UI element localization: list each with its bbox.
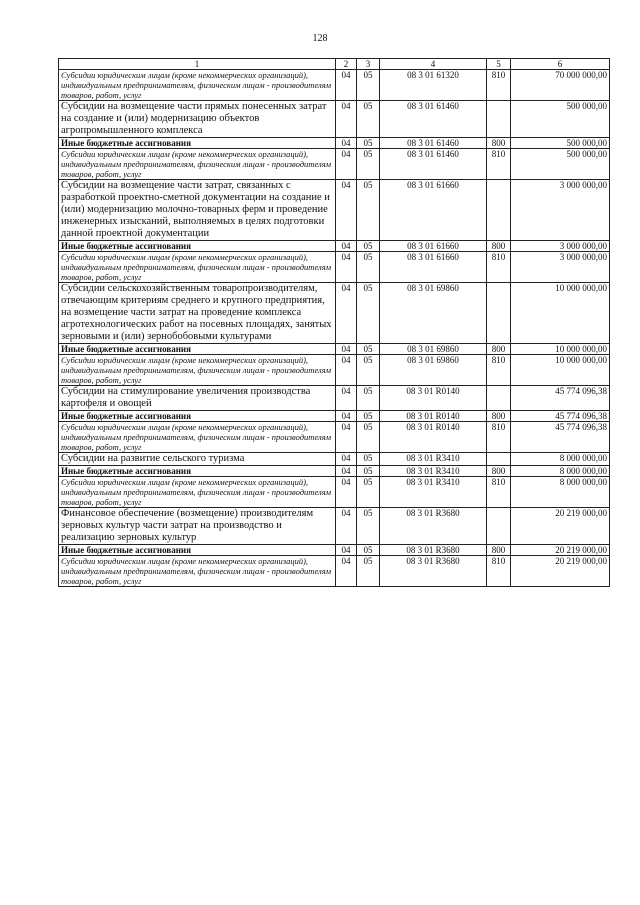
- row-target-code-cell: 08 3 01 R0140: [380, 422, 487, 453]
- row-subsection-cell: 05: [357, 477, 380, 508]
- row-name-cell: Субсидии юридическим лицам (кроме некоммерческих организаций), индивидуальным предпринимателям, физическим лицам - производителям товаров, работ, услуг: [59, 70, 336, 101]
- row-amount-cell: 45 774 096,38: [511, 411, 610, 422]
- row-subsection-cell: 05: [357, 138, 380, 149]
- row-target-code-cell: 08 3 01 61320: [380, 70, 487, 101]
- row-name-cell: Иные бюджетные ассигнования: [59, 241, 336, 252]
- row-amount-cell: 3 000 000,00: [511, 180, 610, 241]
- row-name-cell: Иные бюджетные ассигнования: [59, 411, 336, 422]
- row-expense-type-cell: [487, 180, 511, 241]
- row-amount-cell: 45 774 096,38: [511, 422, 610, 453]
- row-section-cell: 04: [336, 149, 357, 180]
- table-row: [59, 453, 610, 466]
- table-row: [59, 411, 610, 422]
- row-subsection-cell: 05: [357, 355, 380, 386]
- header-col-4: 4: [380, 59, 487, 70]
- table-row: [59, 386, 610, 411]
- row-expense-type-cell: 800: [487, 545, 511, 556]
- row-subsection-cell: 05: [357, 556, 380, 587]
- table-row: [59, 344, 610, 355]
- row-amount-cell: 20 219 000,00: [511, 556, 610, 587]
- row-amount-cell: 20 219 000,00: [511, 508, 610, 545]
- row-amount-cell: 10 000 000,00: [511, 344, 610, 355]
- row-expense-type-cell: 810: [487, 70, 511, 101]
- row-name-cell: Иные бюджетные ассигнования: [59, 466, 336, 477]
- row-name-cell: Субсидии юридическим лицам (кроме некоммерческих организаций), индивидуальным предпринимателям, физическим лицам - производителям товаров, работ, услуг: [59, 355, 336, 386]
- table-row: [59, 422, 610, 453]
- row-subsection-cell: 05: [357, 545, 380, 556]
- row-section-cell: 04: [336, 545, 357, 556]
- row-amount-cell: 45 774 096,38: [511, 386, 610, 411]
- row-name-cell: Субсидии юридическим лицам (кроме некоммерческих организаций), индивидуальным предпринимателям, физическим лицам - производителям товаров, работ, услуг: [59, 252, 336, 283]
- row-target-code-cell: 08 3 01 R0140: [380, 386, 487, 411]
- table-row: [59, 545, 610, 556]
- row-target-code-cell: 08 3 01 61660: [380, 180, 487, 241]
- row-subsection-cell: 05: [357, 508, 380, 545]
- row-section-cell: 04: [336, 508, 357, 545]
- table-row: [59, 556, 610, 587]
- row-expense-type-cell: [487, 101, 511, 138]
- row-target-code-cell: 08 3 01 61660: [380, 252, 487, 283]
- table-row: [59, 508, 610, 545]
- row-name-cell: Субсидии сельскохозяйственным товаропроизводителям, отвечающим критериям среднего и крупного предприятия, на возмещение части затрат на проведение комплекса агротехнологических работ на посевных площадях, занятых зерновыми и (или) зернобобовыми культурами: [59, 283, 336, 344]
- row-subsection-cell: 05: [357, 149, 380, 180]
- row-subsection-cell: 05: [357, 344, 380, 355]
- row-section-cell: 04: [336, 70, 357, 101]
- row-target-code-cell: 08 3 01 R3680: [380, 556, 487, 587]
- row-expense-type-cell: 800: [487, 138, 511, 149]
- row-expense-type-cell: [487, 386, 511, 411]
- row-expense-type-cell: 810: [487, 477, 511, 508]
- table-row: [59, 477, 610, 508]
- row-section-cell: 04: [336, 241, 357, 252]
- row-name-cell: Финансовое обеспечение (возмещение) производителям зерновых культур части затрат на производство и реализацию зерновых культур: [59, 508, 336, 545]
- row-section-cell: 04: [336, 422, 357, 453]
- table-row: [59, 252, 610, 283]
- row-target-code-cell: 08 3 01 69860: [380, 283, 487, 344]
- row-target-code-cell: 08 3 01 R3680: [380, 508, 487, 545]
- row-amount-cell: 8 000 000,00: [511, 453, 610, 466]
- row-section-cell: 04: [336, 344, 357, 355]
- row-subsection-cell: 05: [357, 453, 380, 466]
- row-target-code-cell: 08 3 01 69860: [380, 344, 487, 355]
- row-amount-cell: 3 000 000,00: [511, 252, 610, 283]
- row-subsection-cell: 05: [357, 252, 380, 283]
- row-section-cell: 04: [336, 101, 357, 138]
- row-section-cell: 04: [336, 411, 357, 422]
- row-amount-cell: 500 000,00: [511, 149, 610, 180]
- row-expense-type-cell: [487, 453, 511, 466]
- row-section-cell: 04: [336, 477, 357, 508]
- table-row: [59, 355, 610, 386]
- row-name-cell: Субсидии на возмещение части затрат, связанных с разработкой проектно-сметной документации на создание и (или) модернизацию молочно-товарных ферм и проведение инженерных изысканий, выполняемых в целях подготовки данной проектной документации: [59, 180, 336, 241]
- row-subsection-cell: 05: [357, 411, 380, 422]
- row-expense-type-cell: 810: [487, 355, 511, 386]
- row-expense-type-cell: [487, 283, 511, 344]
- row-name-cell: Субсидии юридическим лицам (кроме некоммерческих организаций), индивидуальным предпринимателям, физическим лицам - производителям товаров, работ, услуг: [59, 149, 336, 180]
- row-amount-cell: 10 000 000,00: [511, 283, 610, 344]
- table-row: [59, 241, 610, 252]
- row-section-cell: 04: [336, 556, 357, 587]
- table-row: [59, 70, 610, 101]
- row-expense-type-cell: 810: [487, 252, 511, 283]
- row-name-cell: Иные бюджетные ассигнования: [59, 545, 336, 556]
- table-header-row: [59, 59, 610, 70]
- row-target-code-cell: 08 3 01 R0140: [380, 411, 487, 422]
- row-target-code-cell: 08 3 01 61660: [380, 241, 487, 252]
- row-expense-type-cell: [487, 508, 511, 545]
- row-amount-cell: 20 219 000,00: [511, 545, 610, 556]
- row-name-cell: Субсидии юридическим лицам (кроме некоммерческих организаций), индивидуальным предпринимателям, физическим лицам - производителям товаров, работ, услуг: [59, 422, 336, 453]
- row-amount-cell: 8 000 000,00: [511, 477, 610, 508]
- row-target-code-cell: 08 3 01 61460: [380, 138, 487, 149]
- row-amount-cell: 10 000 000,00: [511, 355, 610, 386]
- header-col-3: 3: [357, 59, 380, 70]
- row-target-code-cell: 08 3 01 R3410: [380, 466, 487, 477]
- table-row: [59, 283, 610, 344]
- page-number: 128: [312, 33, 328, 44]
- header-col-6: 6: [511, 59, 610, 70]
- row-section-cell: 04: [336, 283, 357, 344]
- row-subsection-cell: 05: [357, 241, 380, 252]
- row-subsection-cell: 05: [357, 180, 380, 241]
- row-target-code-cell: 08 3 01 R3410: [380, 477, 487, 508]
- table-row: [59, 149, 610, 180]
- row-section-cell: 04: [336, 386, 357, 411]
- row-amount-cell: 70 000 000,00: [511, 70, 610, 101]
- row-expense-type-cell: 800: [487, 466, 511, 477]
- row-section-cell: 04: [336, 252, 357, 283]
- row-name-cell: Субсидии на возмещение части прямых понесенных затрат на создание и (или) модернизацию объектов агропромышленного комплекса: [59, 101, 336, 138]
- table-row: [59, 101, 610, 138]
- row-name-cell: Субсидии на развитие сельского туризма: [59, 453, 336, 466]
- header-col-2: 2: [336, 59, 357, 70]
- row-subsection-cell: 05: [357, 283, 380, 344]
- row-expense-type-cell: 810: [487, 556, 511, 587]
- row-subsection-cell: 05: [357, 422, 380, 453]
- row-amount-cell: 500 000,00: [511, 138, 610, 149]
- row-amount-cell: 8 000 000,00: [511, 466, 610, 477]
- row-target-code-cell: 08 3 01 69860: [380, 355, 487, 386]
- row-amount-cell: 3 000 000,00: [511, 241, 610, 252]
- row-target-code-cell: 08 3 01 61460: [380, 101, 487, 138]
- header-col-1: 1: [59, 59, 336, 70]
- row-subsection-cell: 05: [357, 70, 380, 101]
- budget-table: [58, 58, 610, 587]
- row-section-cell: 04: [336, 355, 357, 386]
- row-section-cell: 04: [336, 180, 357, 241]
- row-target-code-cell: 08 3 01 61460: [380, 149, 487, 180]
- row-section-cell: 04: [336, 138, 357, 149]
- header-col-5: 5: [487, 59, 511, 70]
- row-target-code-cell: 08 3 01 R3680: [380, 545, 487, 556]
- table-row: [59, 466, 610, 477]
- row-section-cell: 04: [336, 466, 357, 477]
- table-row: [59, 180, 610, 241]
- row-expense-type-cell: 800: [487, 411, 511, 422]
- table-row: [59, 138, 610, 149]
- row-name-cell: Субсидии на стимулирование увеличения производства картофеля и овощей: [59, 386, 336, 411]
- row-subsection-cell: 05: [357, 466, 380, 477]
- row-name-cell: Иные бюджетные ассигнования: [59, 138, 336, 149]
- row-subsection-cell: 05: [357, 101, 380, 138]
- row-name-cell: Иные бюджетные ассигнования: [59, 344, 336, 355]
- row-amount-cell: 500 000,00: [511, 101, 610, 138]
- row-target-code-cell: 08 3 01 R3410: [380, 453, 487, 466]
- row-expense-type-cell: 800: [487, 344, 511, 355]
- row-name-cell: Субсидии юридическим лицам (кроме некоммерческих организаций), индивидуальным предпринимателям, физическим лицам - производителям товаров, работ, услуг: [59, 556, 336, 587]
- row-expense-type-cell: 800: [487, 241, 511, 252]
- row-name-cell: Субсидии юридическим лицам (кроме некоммерческих организаций), индивидуальным предпринимателям, физическим лицам - производителям товаров, работ, услуг: [59, 477, 336, 508]
- row-expense-type-cell: 810: [487, 149, 511, 180]
- row-expense-type-cell: 810: [487, 422, 511, 453]
- row-subsection-cell: 05: [357, 386, 380, 411]
- row-section-cell: 04: [336, 453, 357, 466]
